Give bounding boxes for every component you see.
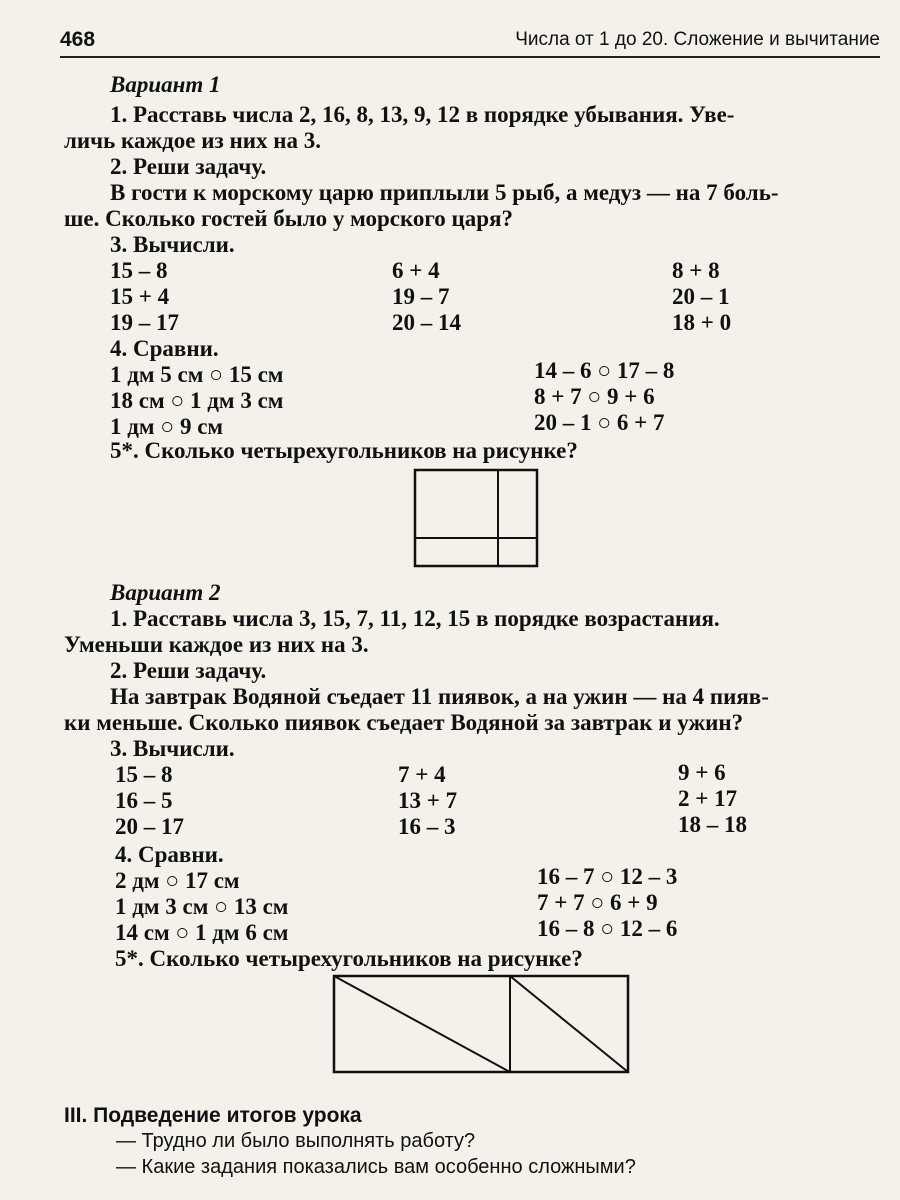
task-title: 3. Вычисли. bbox=[110, 232, 235, 257]
page-number: 468 bbox=[60, 28, 96, 51]
task-line: ки меньше. Сколько пиявок съедает Водяной за завтрак и ужин? bbox=[64, 710, 744, 735]
task-line: личь каждое из них на 3. bbox=[64, 128, 321, 153]
task-line: Уменьши каждое из них на 3. bbox=[64, 632, 369, 657]
expression: 15 + 4 bbox=[110, 284, 170, 309]
comparison: 1 дм 5 см ○ 15 см bbox=[110, 362, 284, 387]
expression: 9 + 6 bbox=[678, 760, 726, 785]
expression: 6 + 4 bbox=[392, 258, 440, 283]
comparison: 16 – 8 ○ 12 – 6 bbox=[537, 916, 678, 941]
task-title: 3. Вычисли. bbox=[110, 736, 235, 761]
expression: 20 – 17 bbox=[115, 814, 184, 839]
comparison: 1 дм 3 см ○ 13 см bbox=[115, 894, 289, 919]
comparison: 14 см ○ 1 дм 6 см bbox=[115, 920, 289, 945]
comparison: 8 + 7 ○ 9 + 6 bbox=[534, 384, 655, 409]
comparison: 20 – 1 ○ 6 + 7 bbox=[534, 410, 665, 435]
comparison: 7 + 7 ○ 6 + 9 bbox=[537, 890, 658, 915]
task-line: 1. Расставь числа 3, 15, 7, 11, 12, 15 в порядке возрастания. bbox=[110, 606, 720, 631]
task-line: В гости к морскому царю приплыли 5 рыб, а медуз — на 7 боль- bbox=[110, 180, 779, 205]
chapter-title: Числа от 1 до 20. Сложение и вычитание bbox=[515, 29, 880, 50]
expression: 20 – 14 bbox=[392, 310, 461, 335]
expression: 7 + 4 bbox=[398, 762, 446, 787]
expression: 19 – 17 bbox=[110, 310, 179, 335]
quadrilaterals-figure-2 bbox=[332, 974, 632, 1076]
task-line: ше. Сколько гостей было у морского царя? bbox=[64, 206, 514, 231]
comparison: 16 – 7 ○ 12 – 3 bbox=[537, 864, 678, 889]
comparison: 18 см ○ 1 дм 3 см bbox=[110, 388, 284, 413]
quadrilaterals-figure-1 bbox=[413, 468, 541, 570]
task-line: На завтрак Водяной съедает 11 пиявок, а на ужин — на 4 пияв- bbox=[110, 684, 769, 709]
page-header bbox=[60, 26, 880, 58]
comparison: 1 дм ○ 9 см bbox=[110, 414, 224, 439]
expression: 19 – 7 bbox=[392, 284, 450, 309]
expression: 18 + 0 bbox=[672, 310, 732, 335]
expression: 13 + 7 bbox=[398, 788, 458, 813]
task-line: 2. Реши задачу. bbox=[110, 154, 267, 179]
expression: 2 + 17 bbox=[678, 786, 738, 811]
expression: 16 – 3 bbox=[398, 814, 456, 839]
summary-question: — Трудно ли было выполнять работу? bbox=[116, 1130, 476, 1152]
task-title: 4. Сравни. bbox=[115, 842, 224, 867]
expression: 8 + 8 bbox=[672, 258, 720, 283]
variant-1-title: Вариант 1 bbox=[110, 72, 221, 97]
expression: 15 – 8 bbox=[115, 762, 173, 787]
task-line: 2. Реши задачу. bbox=[110, 658, 267, 683]
task-line: 1. Расставь числа 2, 16, 8, 13, 9, 12 в порядке убывания. Уве- bbox=[110, 102, 735, 127]
task-title: 5*. Сколько четырехугольников на рисунке? bbox=[110, 438, 578, 463]
summary-question: — Какие задания показались вам особенно сложными? bbox=[116, 1156, 636, 1178]
comparison: 14 – 6 ○ 17 – 8 bbox=[534, 358, 675, 383]
variant-2-title: Вариант 2 bbox=[110, 580, 221, 605]
expression: 15 – 8 bbox=[110, 258, 168, 283]
expression: 16 – 5 bbox=[115, 788, 173, 813]
task-title: 4. Сравни. bbox=[110, 336, 219, 361]
expression: 18 – 18 bbox=[678, 812, 747, 837]
comparison: 2 дм ○ 17 см bbox=[115, 868, 240, 893]
expression: 20 – 1 bbox=[672, 284, 730, 309]
summary-title: III. Подведение итогов урока bbox=[64, 1104, 362, 1127]
task-title: 5*. Сколько четырехугольников на рисунке? bbox=[115, 946, 583, 971]
